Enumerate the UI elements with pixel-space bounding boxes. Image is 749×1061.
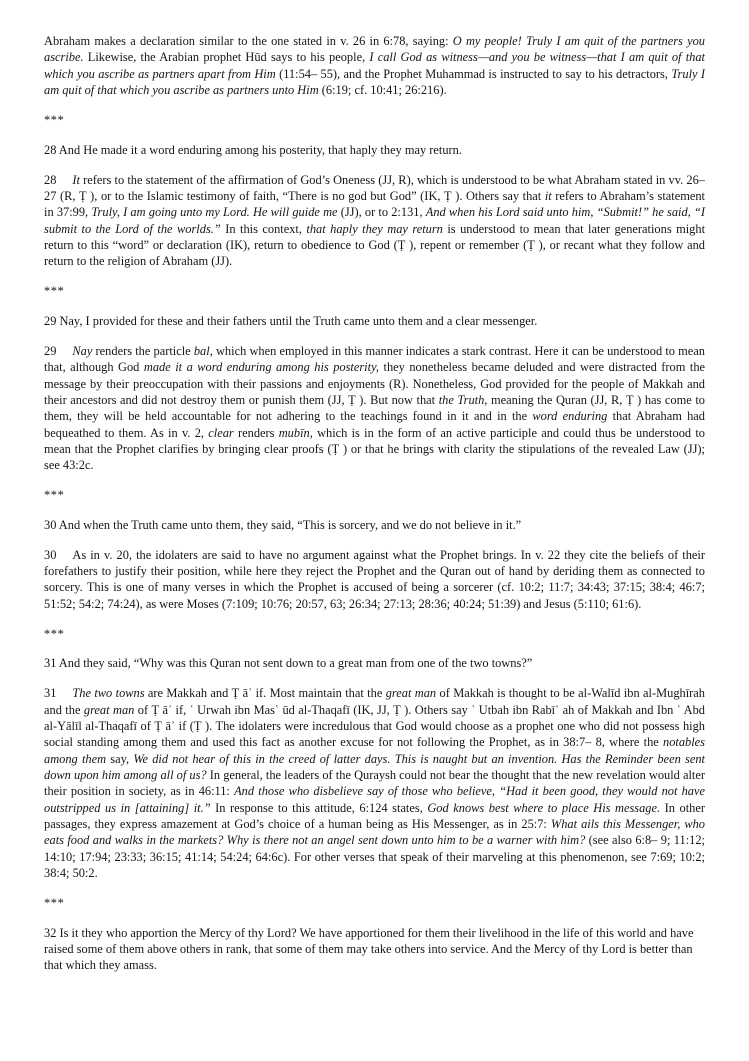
text-run: 29 Nay, I provided for these and their fathers until the Truth came unto them and a clear messenger. (44, 313, 538, 328)
text-run: that Abraham had bequeathed to them. As in v. 2, (44, 409, 705, 440)
text-run: they nonetheless became deluded and were distracted from the message by their preoccupation with their passions and enjoyments (R). Nonetheless, God provided for the people of Makkah and their ancestors and did not destroy them or punish them (JJ, Ṭ ). But now that (44, 360, 706, 407)
text-run: renders (233, 425, 279, 440)
italic-quote-run: great man (83, 702, 135, 717)
verse-28-text (44, 142, 705, 158)
text-run: refers to the statement of the affirmation of God’s Oneness (JJ, R), which is understood to be what Abraham stated in vv. 26– 27 (R, Ṭ ), or to the Islamic testimony of faith, “There is no god but God” (IK, Ṭ ). Others say that (44, 172, 705, 203)
italic-quote-run: God knows best where to place His message. (427, 800, 661, 815)
separator-3: *** (44, 488, 65, 503)
text-run: refers to Abraham’s statement in 37:99, (44, 188, 705, 220)
italic-quote-run: word enduring (532, 409, 608, 424)
text-run: of Makkah is thought to be al-Walīd ibn al-Mughīrah and the (44, 686, 705, 717)
text-run: In response to this attitude, 6:124 states, (210, 800, 428, 815)
text-run: which is in the form of an active participle and could thus be understood to mean that the Prophet clarifies by bringing clear proofs (Ṭ ) or that he brings with clarity the stipulations of the revealed Law (JJ); see 43:2c. (44, 425, 705, 473)
separator-2: *** (44, 284, 65, 299)
text-run: In other passages, they express amazement at God’s choice of a human being as His Messenger, as in 25:7: (44, 800, 705, 832)
text-run: which when employed in this manner indicates a stark contrast. Here it can be understood to mean that, although God (44, 343, 705, 375)
separator-1: *** (44, 112, 65, 127)
italic-quote-run: Truly I am quit of that which you ascribe as partners unto Him (44, 66, 706, 98)
italic-quote-run: Truly, I am going unto my Lord. He will guide me (91, 205, 338, 220)
italic-quote-run: made it a word enduring among his posterity, (143, 360, 379, 375)
separator-4: *** (44, 626, 65, 641)
italic-quote-run: O my people! Truly I am quit of the partners you ascribe. (44, 34, 705, 65)
italic-quote-run: clear (208, 425, 234, 440)
text-run: are Makkah and Ṭ āʾ if. Most maintain that the (144, 686, 386, 701)
commentary-verse-number: 31 (44, 686, 57, 701)
italic-quote-run: I call God as witness—and you be witness—that I am quit of that which you ascribe as partners apart from Him (44, 50, 705, 81)
text-run: Abraham makes a declaration similar to the one stated in v. 26 in 6:78, saying: (44, 34, 453, 48)
italic-quote-run: notables among them (44, 735, 705, 766)
text-run: is understood to mean that later generations might return to this “word” or declaration (IK), return to obedience to God (Ṭ ), repent or remember (Ṭ ), or recant what they follow and return to the religion of Abraham (JJ). (44, 221, 706, 269)
text-run: renders the particle (92, 343, 194, 358)
text-run: In this context, (220, 221, 307, 236)
text-run: As in v. 20, the idolaters are said to have no argument against what the Prophet brings. In v. 22 they cite the beliefs of their forefathers to justify their position, while here they reject the Prophet and the Quran out of hand by deriding them as connected to sorcery. This is one of many verses in which the Prophet is accused of being a sorcerer (cf. 10:2; 11:7; 34:43; 37:15; 38:4; 46:7; 51:52; 54:2; 74:24), as were Moses (7:109; 10:76; 20:57, 63; 26:34; 27:13; 28:36; 40:24; 51:39) and Jesus (5:110; 61:6). (44, 547, 705, 611)
commentary-verse-number: 28 (44, 172, 57, 187)
italic-quote-run: great man (385, 686, 437, 701)
commentary-verse-number: 29 (44, 343, 57, 358)
verse-29-text (44, 313, 705, 329)
italic-quote-run: The two towns (72, 686, 145, 701)
commentary-verse-number: 30 (44, 547, 57, 562)
text-run: In general, the leaders of the Quraysh could not bear the thought that the new revelation would alter their position in society, as in 46:11: (44, 768, 705, 799)
commentary-31 (44, 685, 705, 881)
text-run: 31 And they said, “Why was this Quran not sent down to a great man from one of the two towns?” (44, 656, 533, 671)
intro-paragraph (44, 33, 705, 98)
text-run: Likewise, the Arabian prophet Hūd says to his people, (83, 50, 370, 65)
italic-quote-run: And when his Lord said unto him, “Submit!” he said, “I submit to the Lord of the worlds.” (44, 205, 706, 236)
text-run: (6:19; cf. 10:41; 26:216). (318, 83, 447, 98)
verse-31-text (44, 655, 705, 671)
italic-quote-run: And those who disbelieve say of those who believe, “Had it been good, they would not have outstripped us in [attaining] it.” (44, 784, 706, 815)
text-run: (11:54– 55), and the Prophet Muhammad is instructed to say to his detractors, (275, 66, 672, 81)
commentary-29 (44, 343, 705, 474)
italic-quote-run: bal, (193, 343, 213, 358)
italic-quote-run: it (544, 188, 552, 203)
separator-5: *** (44, 895, 65, 910)
italic-quote-run: It (72, 172, 80, 187)
italic-quote-run: mubīn, (278, 425, 313, 440)
commentary-30 (44, 547, 705, 612)
text-run: 28 And He made it a word enduring among his posterity, that haply they may return. (44, 142, 462, 157)
text-run: (see also 6:8– 9; 11:12; 14:10; 17:94; 23:33; 36:15; 41:14; 54:24; 64:6c). For other verses that speak of their marveling at this phenomenon, see 7:69; 10:2; 38:4; 50:2. (44, 833, 705, 881)
text-run: of Ṭ āʾ if, ʿ Urwah ibn Masʿ ūd al-Thaqafī (IK, JJ, Ṭ ). Others say ʿ Utbah ibn Rabīʿ ah of Makkah and Ibn ʿ Abd al-Yālīl al-Thaqafī of Ṭ āʾ if (Ṭ ). The idolaters were incredulous that God would choose as a prophet one who did not possess high social standing among them and used this fact as another excuse for not following the Prophet, as in 38:7– 8, where the (44, 702, 705, 750)
text-column (44, 33, 705, 974)
commentary-28 (44, 172, 705, 270)
text-run: 30 And when the Truth came unto them, they said, “This is sorcery, and we do not believe in it.” (44, 517, 522, 532)
verse-32-text (44, 925, 705, 974)
text-run: meaning the Quran (JJ, R, Ṭ ) has come to them, they will be held accountable for not adhering to the teachings found in it and in the (44, 392, 705, 424)
italic-quote-run: We did not hear of this in the creed of latter days. This is naught but an invention. Has the Reminder been sent down upon him among all of us? (44, 751, 705, 783)
italic-quote-run: that haply they may return (306, 221, 443, 236)
text-run: (JJ), or to 2:131, (337, 205, 426, 220)
text-run: 32 Is it they who apportion the Mercy of thy Lord? We have apportioned for them their livelihood in the life of this world and have raised some of them above others in rank, that some of them may take others into service. And the Mercy of thy Lord is better than that which they amass. (44, 925, 694, 973)
verse-30-text (44, 517, 705, 533)
italic-quote-run: What ails this Messenger, who eats food and walks in the markets? Why is there not an angel sent down unto him to be a warner with him? (44, 817, 706, 848)
italic-quote-run: Nay (72, 343, 93, 358)
text-run: say, (106, 751, 134, 766)
italic-quote-run: the Truth, (438, 392, 488, 407)
